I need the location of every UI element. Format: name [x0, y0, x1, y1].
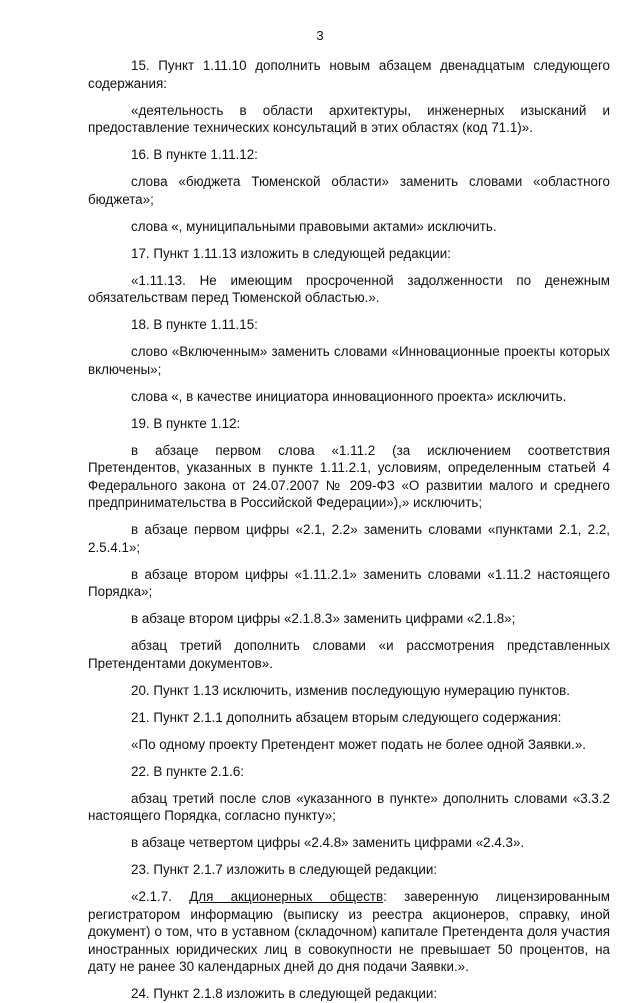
paragraph: 15. Пункт 1.11.10 дополнить новым абзацем двенадцатым следующего содержания:: [88, 58, 610, 91]
paragraph: «1.11.13. Не имеющим просроченной задолженности по денежным обязательствам перед Тюменской областью.».: [88, 272, 610, 305]
underlined-phrase: Для акционерных обществ: [189, 889, 384, 904]
paragraph: слова «бюджета Тюменской области» заменить словами «областного бюджета»;: [88, 174, 610, 207]
paragraph: абзац третий после слов «указанного в пункте» дополнить словами «3.3.2 настоящего Порядка, согласно пункту»;: [88, 790, 610, 823]
paragraph: в абзаце первом цифры «2.1, 2.2» заменить словами «пунктами 2.1, 2.2, 2.5.4.1»;: [88, 522, 610, 555]
paragraph: 18. В пункте 1.11.15:: [131, 317, 258, 332]
paragraph-continuation: : заверенную лицензированным регистратором информацию (выписку из реестра акционеров, справку, иной документ) о том, что в уставном (складочном) капитале Претендента доля участия иностранных юридических лиц в совокупности не превышает 50 процентов, на дату не ранее 30 календарных дней до дня подачи Заявки.».: [88, 889, 611, 974]
paragraph: в абзаце четвертом цифры «2.4.8» заменить цифрами «2.4.3».: [131, 835, 525, 850]
paragraph: слова «, муниципальными правовыми актами» исключить.: [131, 218, 497, 234]
paragraph: 24. Пункт 2.1.8 изложить в следующей редакции:: [131, 986, 438, 1001]
paragraph: 19. В пункте 1.12:: [131, 415, 241, 431]
paragraph: в абзаце первом слова «1.11.2 (за исключением соответствия Претендентов, указанных в пункте 1.11.2.1, условиям, определенным статьей 4 Федерального закона от 24.07.2007 № 209-ФЗ «О развитии малого и среднего предпринимательства в Российской Федерации»),» исключить;: [88, 442, 610, 510]
paragraph: слова «, в качестве инициатора инновационного проекта» исключить.: [131, 388, 567, 404]
document-body: [88, 57, 610, 1003]
paragraph-2-1-7: [88, 888, 610, 976]
paragraph: в абзаце втором цифры «1.11.2.1» заменить словами «1.11.2 настоящего Порядка»;: [88, 566, 610, 599]
paragraph: абзац третий дополнить словами «и рассмотрения представленных Претендентами документов».: [88, 638, 610, 671]
paragraph: 22. В пункте 2.1.6:: [131, 763, 244, 779]
paragraph: 20. Пункт 1.13 исключить, изменив последующую нумерацию пунктов.: [131, 682, 570, 698]
paragraph: 23. Пункт 2.1.7 изложить в следующей редакции:: [131, 862, 438, 877]
paragraph: 21. Пункт 2.1.1 дополнить абзацем вторым следующего содержания:: [131, 709, 562, 725]
paragraph: слово «Включенным» заменить словами «Инновационные проекты которых включены»;: [88, 344, 610, 377]
page-number: 3: [316, 28, 324, 43]
paragraph: «деятельность в области архитектуры, инженерных изысканий и предоставление технических консультаций в этих областях (код 71.1)».: [88, 102, 610, 135]
paragraph-prefix: «2.1.7.: [131, 889, 172, 904]
paragraph: 16. В пункте 1.11.12:: [131, 147, 258, 162]
paragraph: 17. Пункт 1.11.13 изложить в следующей редакции:: [131, 245, 451, 261]
paragraph: в абзаце втором цифры «2.1.8.3» заменить цифрами «2.1.8»;: [131, 611, 516, 626]
paragraph: «По одному проекту Претендент может подать не более одной Заявки.».: [131, 736, 586, 752]
